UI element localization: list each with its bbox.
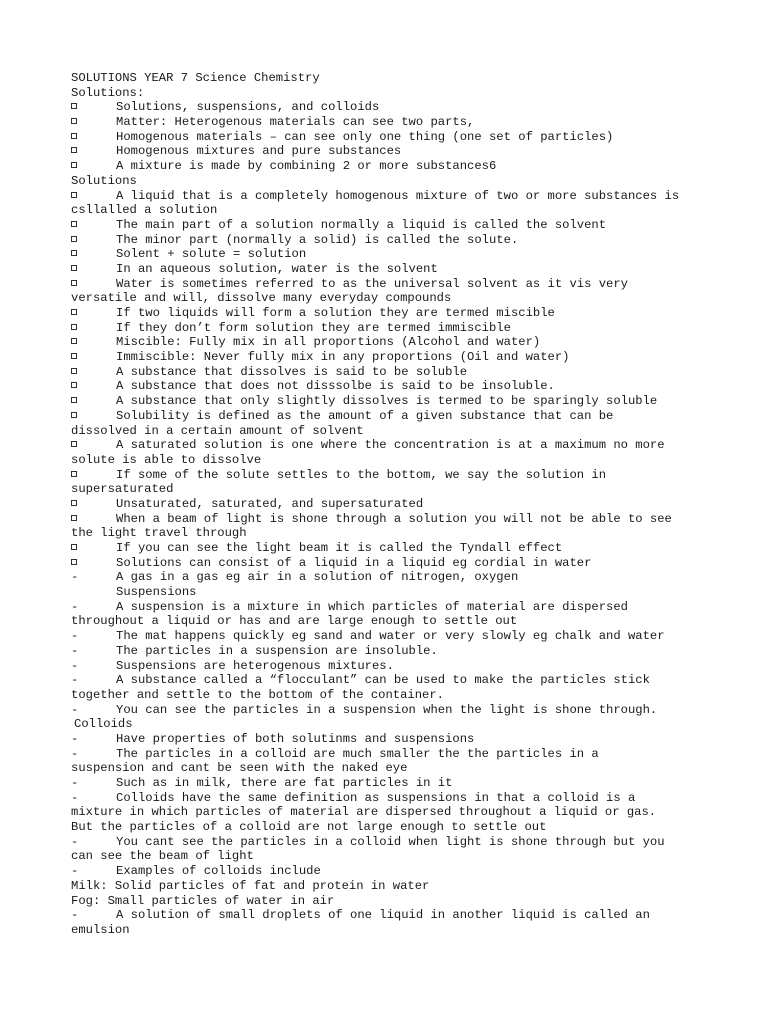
list-item-first-line: [71, 379, 711, 394]
square-bullet-icon: [71, 324, 77, 330]
dash-marker: -: [71, 790, 79, 805]
square-bullet-icon: [71, 441, 77, 447]
list-item-text: A gas in a gas eg air in a solution of nitrogen, oxygen: [116, 570, 519, 585]
list-item-first-line: [71, 218, 711, 233]
bullet-box-icon: [71, 277, 116, 292]
list-item-first-line: [71, 306, 711, 321]
bullet-box-icon: [71, 130, 116, 145]
dash-marker: -: [71, 864, 79, 879]
list-item-text: emulsion: [71, 922, 130, 937]
list-item-continuation-line: [71, 482, 711, 497]
list-item-text: If some of the solute settles to the bottom, we say the solution in: [116, 467, 607, 482]
square-bullet-icon: [71, 515, 77, 521]
list-item-first-line: [71, 438, 711, 453]
list-item-text: can see the beam of light: [71, 849, 254, 864]
list-item-first-line: [71, 908, 711, 923]
list-item-first-line: [71, 365, 711, 380]
list-item-first-line: [71, 189, 711, 204]
list-item-text: A liquid that is a completely homogenous mixture of two or more substances is: [116, 188, 680, 203]
list-item: [71, 468, 711, 497]
bullet-box-icon: [71, 497, 116, 512]
list-item: [71, 321, 711, 336]
list-item-first-line: [71, 600, 711, 615]
list-item-gas: [71, 570, 711, 585]
list-item: [71, 791, 711, 835]
list-item-continuation-line: [71, 203, 711, 218]
square-bullet-icon: [71, 147, 77, 153]
list-item-text: When a beam of light is shone through a solution you will not be able to see: [116, 511, 672, 526]
bullet-box-icon: [71, 350, 116, 365]
dash-marker: -: [71, 776, 79, 790]
bullet-box-icon: [71, 321, 116, 336]
bullet-box-icon: [71, 379, 116, 394]
list-item-text: A mixture is made by combining 2 or more substances6: [116, 159, 497, 174]
list-item-text: versatile and will, dissolve many everyday compounds: [71, 291, 452, 306]
square-bullet-icon: [71, 309, 77, 315]
list-item: [71, 659, 711, 674]
square-bullet-icon: [71, 500, 77, 506]
square-bullet-icon: [71, 382, 77, 388]
list-item-text: If you can see the light beam it is called the Tyndall effect: [116, 541, 563, 555]
list-item-text: If two liquids will form a solution they are termed miscible: [116, 306, 555, 320]
list-item: [71, 409, 711, 438]
dash-marker: -: [71, 731, 79, 746]
list-item: [71, 835, 711, 864]
list-item: [71, 100, 711, 115]
list-item: [71, 306, 711, 321]
list-item: [71, 144, 711, 159]
example-fog: Fog: Small particles of water in air: [71, 893, 335, 908]
square-bullet-icon: [71, 412, 77, 418]
list-item-text: A substance that only slightly dissolves is termed to be sparingly soluble: [116, 394, 658, 409]
list-item-first-line: [71, 512, 711, 527]
list-item-text: In an aqueous solution, water is the solvent: [116, 261, 438, 276]
list-item-first-line: [71, 144, 711, 159]
list-item-text: A substance that dissolves is said to be soluble: [116, 364, 468, 379]
list-item-first-line: [71, 556, 711, 571]
list-item-text: Unsaturated, saturated, and supersaturated: [116, 496, 424, 511]
document-page: [71, 71, 711, 938]
list-item-continuation-line: [71, 923, 711, 938]
list-item-text: Homogenous mixtures and pure substances: [116, 144, 402, 159]
list-item-continuation-line: [71, 526, 711, 541]
bullet-box-icon: [71, 100, 116, 115]
list-item-continuation-line: [71, 688, 711, 703]
list-item-text: Miscible: Fully mix in all proportions (Alcohol and water): [116, 335, 541, 350]
list-item-first-line: [71, 835, 711, 850]
list-item: [71, 438, 711, 467]
list-item-first-line: [71, 100, 711, 115]
list-item-text: A substance that does not disssolbe is said to be insoluble.: [116, 379, 555, 394]
document-title: SOLUTIONS YEAR 7 Science Chemistry: [71, 71, 320, 85]
list-item-first-line: [71, 497, 711, 512]
list-item-first-line: [71, 394, 711, 409]
list-item-text: A substance called a “flocculant” can be used to make the particles stick: [116, 673, 650, 688]
list-item: [71, 600, 711, 629]
list-item: [71, 159, 711, 174]
list-item-continuation-line: [71, 849, 711, 864]
list-item: [71, 644, 711, 659]
list-item-first-line: [71, 776, 711, 791]
list-item-text: A saturated solution is one where the concentration is at a maximum no more: [116, 438, 665, 453]
list-item: [71, 130, 711, 145]
list-item-text: The mat happens quickly eg sand and water or very slowly eg chalk and water: [116, 629, 665, 644]
list-item: [71, 247, 711, 262]
list-item-first-line: [71, 644, 711, 659]
dash-marker: -: [71, 746, 79, 761]
list-item-continuation-line: [71, 424, 711, 439]
list-item-text: csllalled a solution: [71, 203, 218, 218]
bullet-box-icon: [71, 512, 116, 527]
list-item-text: You cant see the particles in a colloid when light is shone through but you: [116, 834, 665, 849]
list-item-text: But the particles of a colloid are not large enough to settle out: [71, 820, 547, 835]
square-bullet-icon: [71, 118, 77, 124]
list-item-first-line: [71, 262, 711, 277]
emulsion-list: [71, 908, 711, 937]
list-item-first-line: [71, 130, 711, 145]
list-item-text: Colloids have the same definition as suspensions in that a colloid is a: [116, 790, 636, 805]
solutions-list: [71, 189, 711, 571]
list-item: [71, 379, 711, 394]
list-item: [71, 512, 711, 541]
bullet-box-icon: [71, 144, 116, 159]
square-bullet-icon: [71, 368, 77, 374]
bullet-box-icon: [71, 468, 116, 483]
square-bullet-icon: [71, 162, 77, 168]
list-item-text: Homogenous materials – can see only one thing (one set of particles): [116, 129, 614, 144]
square-bullet-icon: [71, 544, 77, 550]
list-item-first-line: [71, 247, 711, 262]
square-bullet-icon: [71, 265, 77, 271]
square-bullet-icon: [71, 221, 77, 227]
bullet-box-icon: [71, 115, 116, 130]
list-item-first-line: [71, 350, 711, 365]
example-milk: Milk: Solid particles of fat and protein in water: [71, 878, 430, 893]
square-bullet-icon: [71, 338, 77, 344]
list-item-text: You can see the particles in a suspension when the light is shone through.: [116, 702, 658, 717]
list-item-continuation-line: [71, 761, 711, 776]
list-item-continuation-line: [71, 291, 711, 306]
list-item-text: The main part of a solution normally a liquid is called the solvent: [116, 217, 607, 232]
list-item: [71, 394, 711, 409]
bullet-box-icon: [71, 159, 116, 174]
square-bullet-icon: [71, 471, 77, 477]
list-item: [71, 908, 711, 937]
list-item-text: dissolved in a certain amount of solvent: [71, 423, 364, 438]
section-heading-suspensions: Suspensions: [116, 585, 197, 600]
square-bullet-icon: [71, 559, 77, 565]
list-item: [71, 350, 711, 365]
list-item-text: Examples of colloids include: [116, 864, 321, 879]
list-item-continuation-line: [71, 614, 711, 629]
list-item-first-line: [71, 864, 711, 879]
list-item: [71, 673, 711, 702]
list-item-text: Solutions can consist of a liquid in a liquid eg cordial in water: [116, 555, 592, 570]
list-item-text: The particles in a colloid are much smaller the the particles in a: [116, 746, 599, 761]
list-item: [71, 776, 711, 791]
list-item-text: The minor part (normally a solid) is called the solute.: [116, 232, 519, 247]
list-item-text: throughout a liquid or has and are large enough to settle out: [71, 614, 518, 629]
list-item-first-line: [71, 703, 711, 718]
dash-marker: -: [71, 673, 79, 688]
bullet-box-icon: [71, 365, 116, 380]
list-item-text: Immiscible: Never fully mix in any proportions (Oil and water): [116, 350, 570, 365]
bullet-box-icon: [71, 394, 116, 409]
list-item: [71, 218, 711, 233]
list-item-text: The particles in a suspension are insoluble.: [116, 643, 438, 658]
dash-marker: -: [71, 643, 79, 658]
list-item-text: solute is able to dissolve: [71, 452, 262, 467]
square-bullet-icon: [71, 250, 77, 256]
section-heading-colloids: Colloids: [74, 717, 133, 732]
list-item-first-line: [71, 159, 711, 174]
list-item: [71, 277, 711, 306]
list-item: [71, 629, 711, 644]
bullet-box-icon: [71, 233, 116, 248]
dash-marker: -: [71, 908, 79, 923]
list-item-continuation-line: [71, 820, 711, 835]
bullet-box-icon: [71, 438, 116, 453]
dash-marker: -: [71, 599, 79, 614]
list-item-first-line: [71, 659, 711, 674]
list-item: [71, 703, 711, 718]
bullet-box-icon: [71, 189, 116, 204]
bullet-box-icon: [71, 262, 116, 277]
list-item: [71, 115, 711, 130]
list-item-text: Matter: Heterogenous materials can see two parts,: [116, 115, 475, 130]
list-item: [71, 541, 711, 556]
dash-marker: -: [71, 570, 79, 585]
square-bullet-icon: [71, 353, 77, 359]
list-item-text: A solution of small droplets of one liquid in another liquid is called an: [116, 908, 650, 923]
list-item: [71, 732, 711, 747]
list-item: [71, 497, 711, 512]
list-item-first-line: [71, 629, 711, 644]
bullet-box-icon: [71, 306, 116, 321]
section-heading-solutions: Solutions: [71, 173, 137, 188]
list-item-first-line: [71, 335, 711, 350]
square-bullet-icon: [71, 397, 77, 403]
list-item-first-line: [71, 409, 711, 424]
list-item-text: Solubility is defined as the amount of a given substance that can be: [116, 408, 614, 423]
bullet-box-icon: [71, 556, 116, 571]
square-bullet-icon: [71, 236, 77, 242]
list-item-first-line: [71, 747, 711, 762]
list-item-text: mixture in which particles of material are dispersed throughout a liquid or gas.: [71, 805, 657, 820]
list-item-first-line: [71, 541, 711, 556]
list-item: [71, 556, 711, 571]
square-bullet-icon: [71, 192, 77, 198]
list-item-first-line: [71, 468, 711, 483]
list-item-text: Solutions, suspensions, and colloids: [116, 100, 380, 115]
list-item-text: supersaturated: [71, 482, 174, 497]
dash-marker: -: [71, 658, 79, 673]
list-item-first-line: [71, 115, 711, 130]
list-item-text: A suspension is a mixture in which particles of material are dispersed: [116, 599, 628, 614]
section-heading-solutions-colon: Solutions:: [71, 85, 145, 100]
list-item-text: Solent + solute = solution: [116, 247, 307, 262]
suspensions-list: [71, 600, 711, 718]
list-item-text: Such as in milk, there are fat particles in it: [116, 776, 453, 790]
square-bullet-icon: [71, 280, 77, 286]
list-item-first-line: [71, 673, 711, 688]
list-item-first-line: [71, 791, 711, 806]
square-bullet-icon: [71, 133, 77, 139]
list-item-text: If they don’t form solution they are termed immiscible: [116, 320, 511, 335]
bullet-box-icon: [71, 218, 116, 233]
bullet-box-icon: [71, 247, 116, 262]
bullet-box-icon: [71, 541, 116, 556]
list-item-text: Have properties of both solutinms and suspensions: [116, 731, 475, 746]
bullet-box-icon: [71, 409, 116, 424]
list-item: [71, 747, 711, 776]
list-item: [71, 335, 711, 350]
dash-marker: -: [71, 629, 79, 644]
colloids-list: [71, 732, 711, 879]
list-item-text: suspension and cant be seen with the naked eye: [71, 761, 408, 776]
list-item-text: Water is sometimes referred to as the universal solvent as it vis very: [116, 276, 628, 291]
list-item: [71, 262, 711, 277]
list-item: [71, 189, 711, 218]
list-item: [71, 365, 711, 380]
intro-list: [71, 100, 711, 173]
list-item: [71, 233, 711, 248]
dash-marker: -: [71, 702, 79, 717]
list-item-continuation-line: [71, 453, 711, 468]
list-item: [71, 864, 711, 879]
list-item-text: Suspensions are heterogenous mixtures.: [116, 658, 394, 673]
list-item-first-line: [71, 277, 711, 292]
list-item-first-line: [71, 732, 711, 747]
list-item-first-line: [71, 233, 711, 248]
list-item-continuation-line: [71, 805, 711, 820]
dash-marker: -: [71, 834, 79, 849]
bullet-box-icon: [71, 335, 116, 350]
list-item-text: together and settle to the bottom of the container.: [71, 687, 444, 702]
list-item-text: the light travel through: [71, 526, 247, 541]
square-bullet-icon: [71, 103, 77, 109]
list-item-first-line: [71, 321, 711, 336]
